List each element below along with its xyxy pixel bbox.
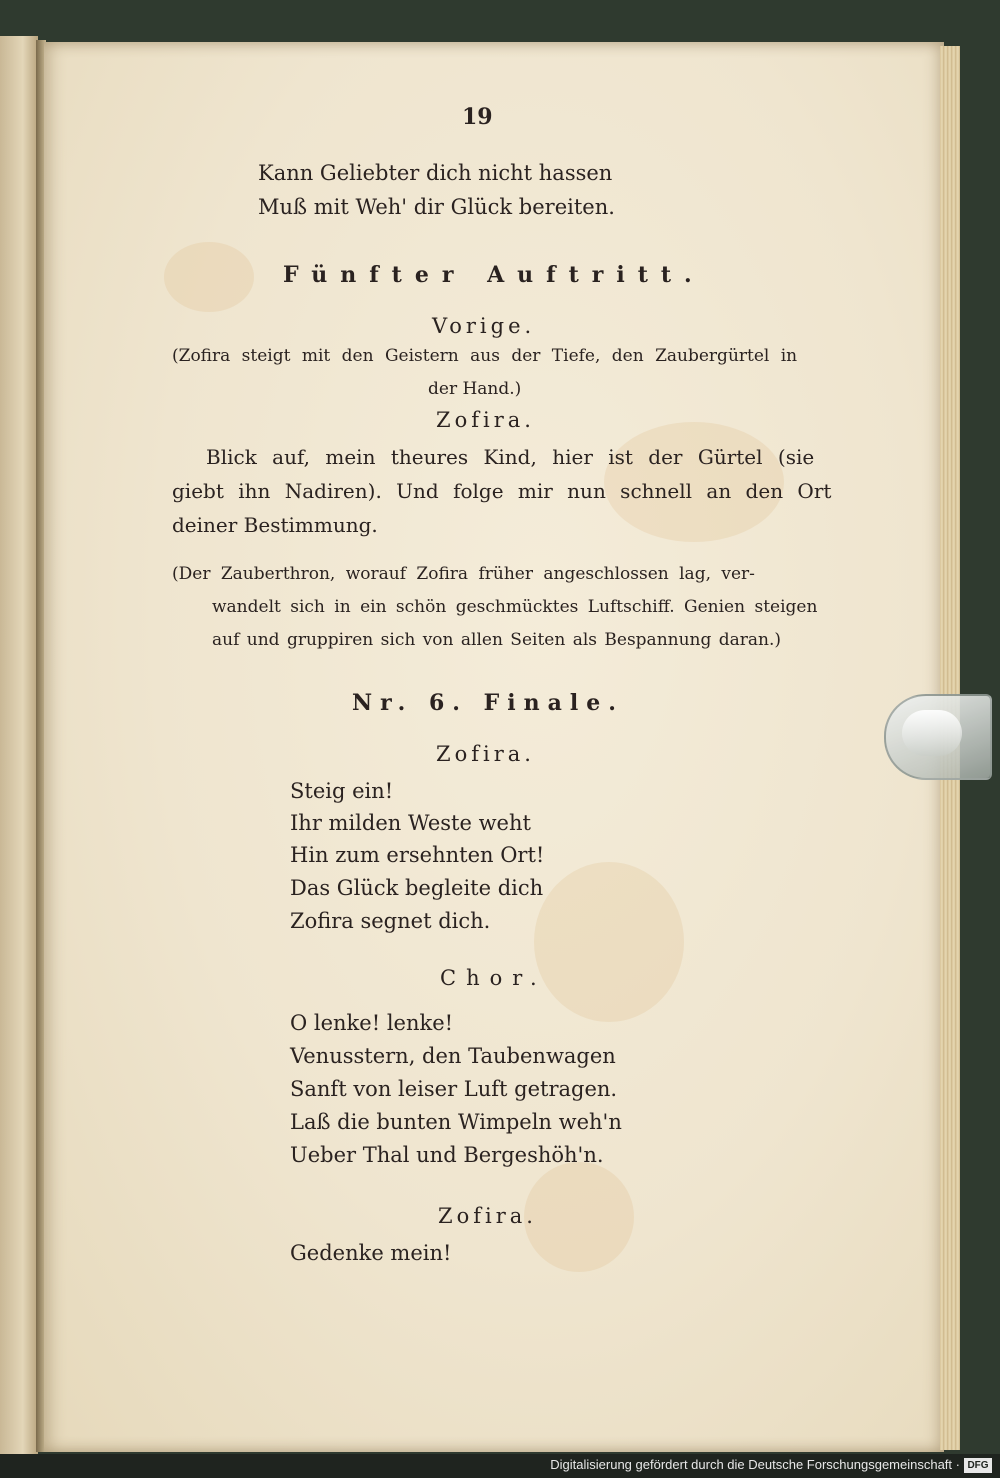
verse-line: Gedenke mein!	[290, 1241, 452, 1265]
stage-direction: der Hand.)	[428, 379, 522, 399]
page-clip	[884, 694, 992, 780]
left-page-edge	[0, 36, 38, 1454]
verse-line: Steig ein!	[290, 779, 394, 803]
speaker-name: Chor.	[440, 966, 547, 990]
paper-stain	[534, 862, 684, 1022]
verse-line: Venusstern, den Taubenwagen	[290, 1044, 616, 1068]
stage-direction: wandelt sich in ein schön geschmücktes Luftschiff. Genien steigen	[212, 597, 818, 617]
stage-direction: (Zofira steigt mit den Geistern aus der Tiefe, den Zaubergürtel in	[172, 346, 798, 366]
page-number: 19	[462, 104, 493, 130]
verse-line: Hin zum ersehnten Ort!	[290, 843, 545, 867]
verse-line: Sanft von leiser Luft getragen.	[290, 1077, 618, 1101]
stage-direction: (Der Zauberthron, worauf Zofira früher angeschlossen lag, ver-	[172, 564, 755, 584]
verse-line: Das Glück begleite dich	[290, 876, 544, 900]
verse-line: Zofira segnet dich.	[290, 909, 491, 933]
verse-line: Ihr milden Weste weht	[290, 811, 531, 835]
verse-line: Ueber Thal und Bergeshöh'n.	[290, 1143, 604, 1167]
funding-credit: Digitalisierung gefördert durch die Deutsche Forschungsgemeinschaft ·	[550, 1457, 960, 1472]
speech-line: giebt ihn Nadiren). Und folge mir nun schnell an den Ort	[172, 479, 832, 503]
paper-stain	[164, 242, 254, 312]
speaker-name: Zofira.	[436, 408, 535, 432]
verse-line: Kann Geliebter dich nicht hassen	[258, 161, 613, 185]
stage-direction: auf und gruppiren sich von allen Seiten als Bespannung daran.)	[212, 630, 782, 650]
verse-line: Muß mit Weh' dir Glück bereiten.	[258, 195, 615, 219]
verse-line: Laß die bunten Wimpeln weh'n	[290, 1110, 622, 1134]
speech-line: Blick auf, mein theures Kind, hier ist der Gürtel (sie	[206, 445, 815, 469]
speaker-name: Zofira.	[436, 742, 535, 766]
verse-line: O lenke! lenke!	[290, 1011, 454, 1035]
scene-heading: Fünfter Auftritt.	[283, 262, 705, 288]
speech-line: deiner Bestimmung.	[172, 513, 378, 537]
vorige-label: Vorige.	[432, 314, 536, 338]
number-heading: Nr. 6. Finale.	[352, 690, 624, 716]
paper-stain	[524, 1162, 634, 1272]
speaker-name: Zofira.	[438, 1204, 537, 1228]
dfg-logo: DFG	[964, 1458, 992, 1473]
